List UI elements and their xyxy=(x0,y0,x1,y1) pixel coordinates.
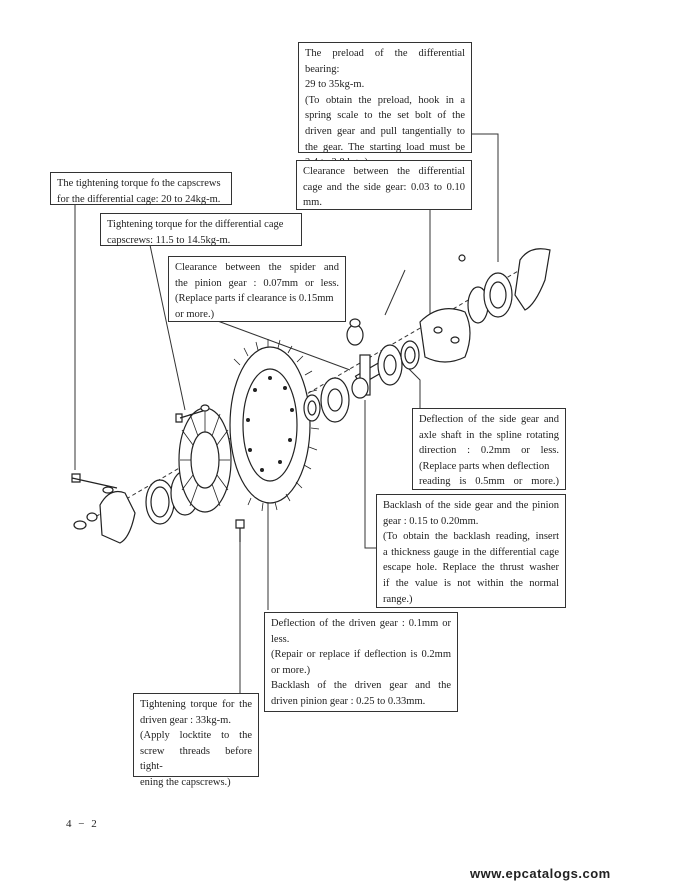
note-line: less. xyxy=(271,633,290,645)
note-line: Backlash of the side gear and the pinion xyxy=(383,500,559,511)
note-line: axle shaft in the spline rotating xyxy=(419,429,559,441)
driven-gear xyxy=(230,339,319,511)
note-line: Tightening torque for the xyxy=(140,699,252,710)
page-number: 4 − 2 xyxy=(66,818,99,830)
note-line: The tightening torque fo the capscrews xyxy=(57,178,221,189)
note-line: screw threads before tight- xyxy=(140,745,252,773)
note-line: (Repair or replace if deflection is 0.2mm xyxy=(271,649,451,661)
note-line: a thickness gauge in the differential cage xyxy=(383,546,559,558)
note-line: driven pinion gear : 0.25 to 0.33mm. xyxy=(271,695,426,707)
note-line: capscrews: 11.5 to 14.5kg-m. xyxy=(107,234,231,246)
note-torque-driven-gear xyxy=(133,693,259,788)
note-torque-cage-capscrews xyxy=(100,213,302,246)
note-clearance-spider-pinion xyxy=(168,256,346,322)
note-line: spring scale to the set bolt of the xyxy=(305,110,465,122)
note-line: The preload of the differential bearing: xyxy=(305,48,465,75)
note-line: the pinion gear : 0.07mm or less. xyxy=(175,277,339,289)
note-line: Clearance between the differential xyxy=(303,166,465,177)
note-line: Tightening torque for the differential cage xyxy=(107,219,284,230)
note-line: if the value is not within the normal xyxy=(383,577,559,589)
note-line: Backlash of the driven gear and the xyxy=(271,680,451,692)
note-line: for the differential cage: 20 to 24kg-m. xyxy=(57,193,221,205)
note-deflection-side-gear xyxy=(412,408,566,490)
note-backlash-side-pinion xyxy=(376,494,566,608)
driven-gear-bolt xyxy=(236,520,244,542)
note-line: (To obtain the backlash reading, insert xyxy=(383,531,559,543)
note-line: (Apply locktite to the xyxy=(140,730,252,742)
note-line: (Replace parts when deflection xyxy=(419,460,550,472)
note-line: or more.) xyxy=(271,664,311,676)
note-torque-cage xyxy=(50,172,232,205)
note-line: (Replace parts if clearance is 0.15mm xyxy=(175,293,334,305)
left-side-gear xyxy=(304,378,349,422)
note-line: escape hole. Replace the thrust washer xyxy=(383,562,559,574)
right-cage xyxy=(420,309,470,362)
note-line: cage and the side gear: 0.03 to 0.10 xyxy=(303,181,465,193)
note-line: (To obtain the preload, hook in a xyxy=(305,94,465,106)
note-line: Deflection of the driven gear : 0.1mm or xyxy=(271,618,451,629)
left-bearing-cap xyxy=(72,474,135,543)
note-line: driven gear : 33kg-m. xyxy=(140,714,231,726)
note-line: Deflection of the side gear and xyxy=(419,414,559,425)
note-line: gear : 0.15 to 0.20mm. xyxy=(383,515,479,527)
note-line: 29 to 35kg-m. xyxy=(305,79,365,91)
note-line: ening the capscrews.) xyxy=(140,776,231,788)
note-line: driven gear and pull tangentially to xyxy=(305,125,465,137)
note-line: range.) xyxy=(383,593,413,605)
note-line: reading is 0.5mm or more.) xyxy=(419,476,559,488)
left-cage xyxy=(179,408,231,512)
leader-preload xyxy=(472,134,498,262)
note-clearance-side-gear xyxy=(296,160,472,210)
note-deflection-driven-gear xyxy=(264,612,458,712)
note-line: direction : 0.2mm or less. xyxy=(419,445,559,457)
note-line: mm. xyxy=(303,197,322,209)
note-preload-bearing xyxy=(298,42,472,153)
watermark: www.epcatalogs.com xyxy=(470,866,611,881)
leader-clearance-side-2 xyxy=(385,270,405,315)
right-side-gear xyxy=(378,341,419,385)
note-line: Clearance between the spider and xyxy=(175,262,339,273)
note-line: or more.) xyxy=(175,308,215,320)
note-line: the gear. The starting load must be xyxy=(305,141,465,153)
right-bearing xyxy=(468,273,512,323)
